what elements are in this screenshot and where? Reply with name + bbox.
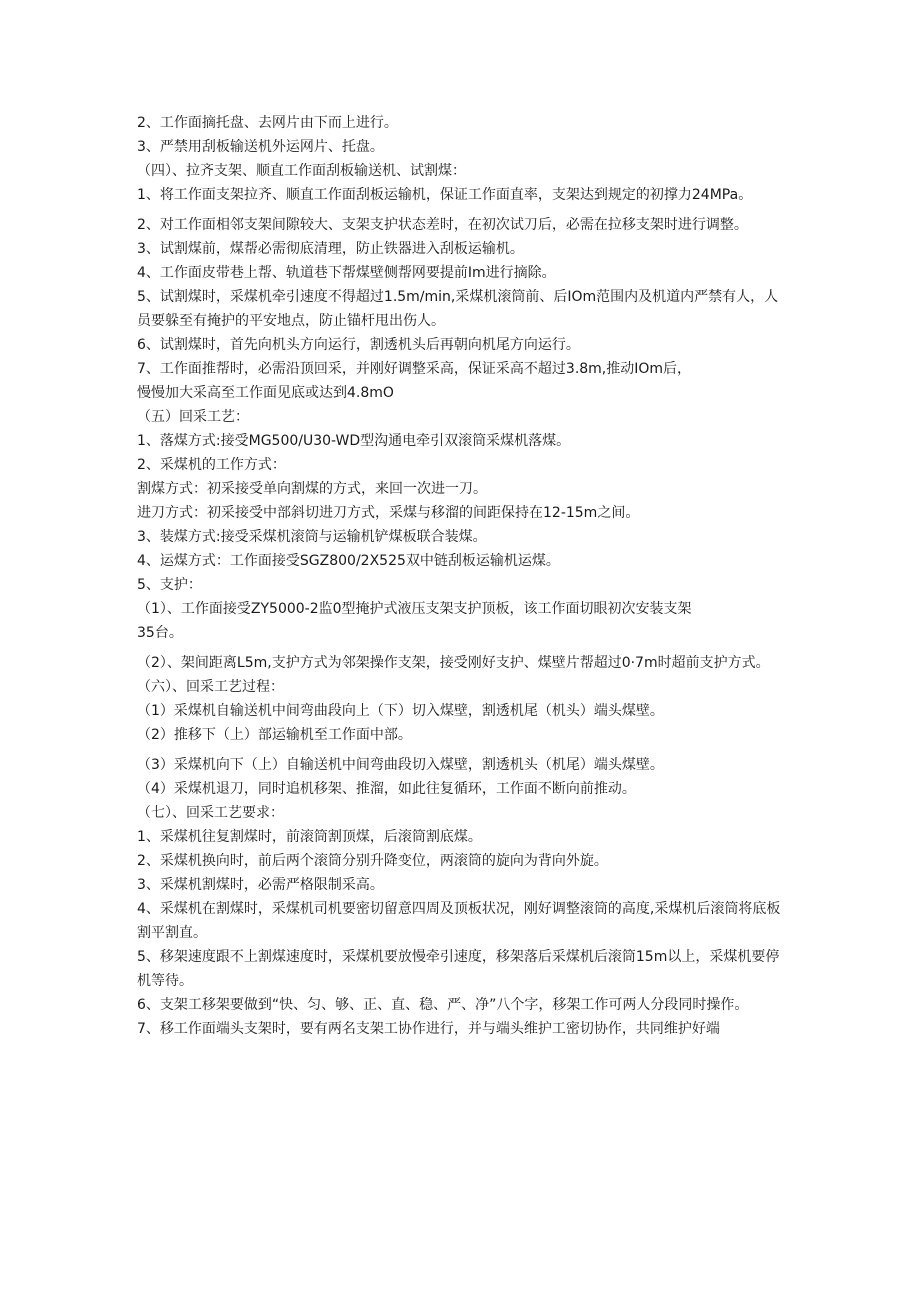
paragraph: 慢慢加大采高至工作面见底或达到4.8mO — [137, 385, 394, 401]
paragraph: （4）采煤机退刀，同时追机移架、推溜，如此往复循环，工作面不断向前推动。 — [137, 781, 636, 797]
paragraph: 2、采煤机换向时，前后两个滚筒分别升降变位，两滚筒的旋向为背向外旋。 — [137, 853, 608, 869]
paragraph: 4、采煤机在割煤时，采煤机司机要密切留意四周及顶板状况，刚好调整滚筒的高度,采煤机后滚筒将底板割平割直。 — [137, 901, 781, 941]
section-heading: （六）、回采工艺过程： — [137, 679, 284, 695]
paragraph: 2、对工作面相邻支架间隙较大、支架支护状态差时，在初次试刀后，必需在拉移支架时进行调整。 — [137, 217, 748, 233]
paragraph: （1）采煤机自输送机中间弯曲段向上（下）切入煤壁，割透机尾（机头）端头煤壁。 — [137, 703, 664, 719]
paragraph: （3）采煤机向下（上）自输送机中间弯曲段切入煤壁，割透机头（机尾）端头煤壁。 — [137, 757, 664, 773]
paragraph: （1）、工作面接受ZY5000-2监0型掩护式液压支架支护顶板，该工作面切眼初次安装支架 — [137, 601, 692, 617]
paragraph: 5、试割煤时，采煤机牵引速度不得超过1.5m∕min,采煤机滚筒前、后IOm范围内及机道内严禁有人，人员要躲至有掩护的平安地点，防止锚杆甩出伤人。 — [137, 289, 779, 329]
paragraph: 3、严禁用刮板输送机外运网片、托盘。 — [137, 139, 384, 155]
paragraph: 2、工作面摘托盘、去网片由下而上进行。 — [137, 115, 398, 131]
paragraph: 3、试割煤前，煤帮必需彻底清理，防止铁器进入刮板运输机。 — [137, 241, 524, 257]
paragraph: 35台。 — [137, 625, 183, 641]
paragraph: 2、采煤机的工作方式： — [137, 457, 286, 473]
paragraph: 1、将工作面支架拉齐、顺直工作面刮板运输机，保证工作面直率，支架达到规定的初撑力24MPa。 — [137, 187, 753, 203]
section-heading: （四）、拉齐支架、顺直工作面刮板输送机、试割煤： — [137, 163, 466, 179]
paragraph: 1、落煤方式:接受MG500/U30-WD型沟通电牵引双滚筒采煤机落煤。 — [137, 433, 571, 449]
paragraph: 割煤方式：初采接受单向割煤的方式，来回一次进一刀。 — [137, 481, 487, 497]
paragraph: （2）推移下（上）部运输机至工作面中部。 — [137, 727, 412, 743]
section-heading: （七）、回采工艺要求： — [137, 805, 284, 821]
paragraph: 4、运煤方式：工作面接受SGZ800/2X525双中链刮板运输机运煤。 — [137, 553, 560, 569]
document-body — [137, 111, 787, 1041]
paragraph: 1、采煤机往复割煤时，前滚筒割顶煤，后滚筒割底煤。 — [137, 829, 482, 845]
paragraph: 6、支架工移架要做到“快、匀、够、正、直、稳、严、净”八个字，移架工作可两人分段同时操作。 — [137, 997, 749, 1013]
paragraph: 7、工作面推帮时，必需沿顶回采，并刚好调整采高，保证采高不超过3.8m,推动IOm后， — [137, 361, 692, 377]
paragraph: 6、试割煤时，首先向机头方向运行，割透机头后再朝向机尾方向运行。 — [137, 337, 580, 353]
paragraph: （2）、架间距离L5m,支护方式为邻架操作支架，接受刚好支护、煤壁片帮超过0·7m时超前支护方式。 — [137, 655, 770, 671]
paragraph: 进刀方式：初采接受中部斜切进刀方式，采煤与移溜的间距保持在12-15m之间。 — [137, 505, 640, 521]
paragraph: 4、工作面皮带巷上帮、轨道巷下帮煤壁侧帮网要提前Im进行摘除。 — [137, 265, 556, 281]
paragraph: 5、支护： — [137, 577, 202, 593]
paragraph: 5、移架速度跟不上割煤速度时，采煤机要放慢牵引速度，移架落后采煤机后滚筒15m以上，采煤机要停机等待。 — [137, 949, 780, 989]
paragraph: 7、移工作面端头支架时，要有两名支架工协作进行，并与端头维护工密切协作，共同维护好端 — [137, 1021, 720, 1037]
section-heading: （五）回采工艺： — [137, 409, 249, 425]
paragraph: 3、采煤机割煤时，必需严格限制采高。 — [137, 877, 384, 893]
paragraph: 3、装煤方式:接受采煤机滚筒与运输机铲煤板联合装煤。 — [137, 529, 487, 545]
